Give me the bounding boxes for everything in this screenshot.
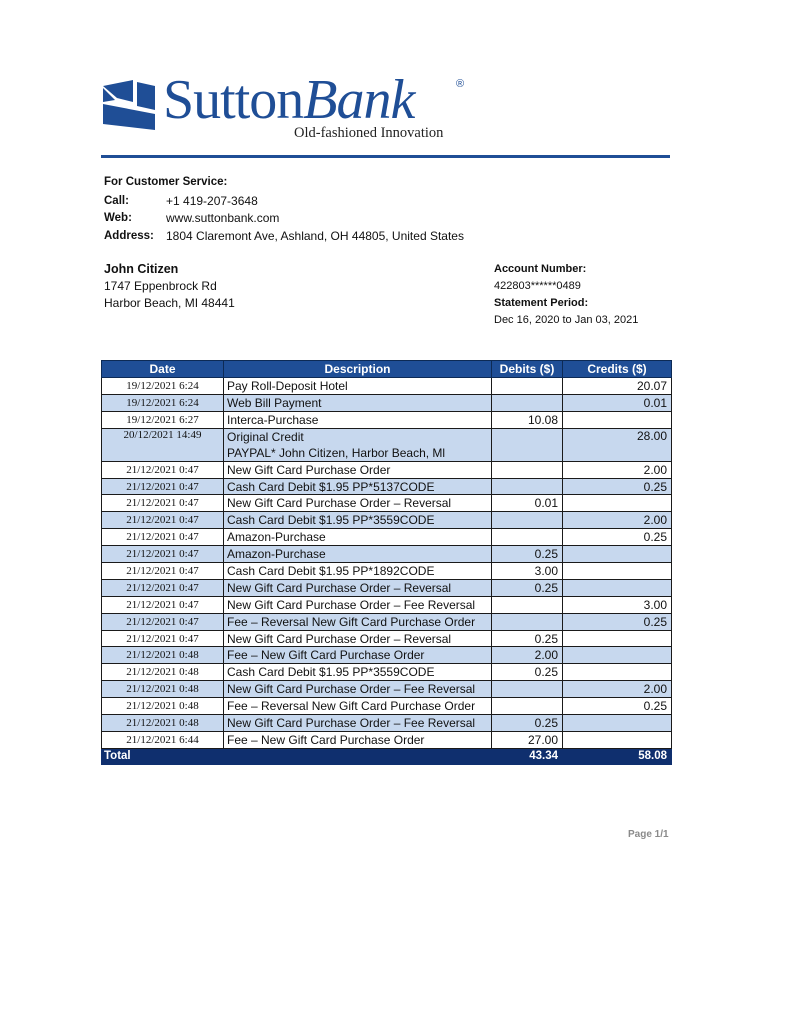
row-credit: 20.07 [563, 378, 672, 395]
table-row [102, 529, 672, 546]
sutton-bank-logo-mark-icon [103, 80, 155, 130]
row-date: 21/12/2021 0:48 [102, 698, 224, 715]
customer-street: 1747 Eppenbrock Rd [104, 279, 217, 293]
statement-period-label: Statement Period: [494, 297, 589, 309]
row-credit [563, 495, 672, 512]
row-date: 21/12/2021 0:47 [102, 613, 224, 630]
statement-period: Dec 16, 2020 to Jan 03, 2021 [494, 314, 639, 326]
customer-city: Harbor Beach, MI 48441 [104, 296, 235, 310]
row-description [224, 378, 492, 395]
row-description-line: New Gift Card Purchase Order – Fee Reversal [227, 597, 476, 612]
header-divider [101, 155, 670, 158]
table-row [102, 731, 672, 748]
table-row [102, 563, 672, 580]
row-credit: 2.00 [563, 512, 672, 529]
row-date: 21/12/2021 0:47 [102, 596, 224, 613]
row-credit [563, 664, 672, 681]
bank-name: SuttonBank [163, 69, 415, 131]
transactions-table-wrapper [101, 360, 671, 765]
row-date: 21/12/2021 0:47 [102, 461, 224, 478]
header-description: Description [224, 361, 492, 378]
row-date: 21/12/2021 0:48 [102, 647, 224, 664]
row-description [224, 715, 492, 732]
row-date: 21/12/2021 0:48 [102, 681, 224, 698]
row-date: 21/12/2021 0:47 [102, 630, 224, 647]
bank-tagline: Old-fashioned Innovation [294, 125, 444, 141]
row-description [224, 461, 492, 478]
row-description [224, 428, 492, 461]
row-description-line: Pay Roll-Deposit Hotel [227, 378, 348, 393]
row-date: 19/12/2021 6:24 [102, 394, 224, 411]
row-description [224, 596, 492, 613]
row-description-line: New Gift Card Purchase Order – Reversal [227, 496, 452, 511]
row-credit: 0.25 [563, 698, 672, 715]
row-debit [492, 529, 563, 546]
row-date: 21/12/2021 0:47 [102, 512, 224, 529]
row-debit: 0.25 [492, 579, 563, 596]
row-debit: 2.00 [492, 647, 563, 664]
table-row [102, 394, 672, 411]
row-credit [563, 546, 672, 563]
row-description-line: New Gift Card Purchase Order – Fee Reversal [227, 715, 476, 730]
web-label: Web: [104, 212, 132, 225]
row-credit: 28.00 [563, 428, 672, 461]
account-number: 422803******0489 [494, 280, 581, 292]
table-row [102, 428, 672, 461]
row-description-line: Fee – New Gift Card Purchase Order [227, 732, 425, 747]
transactions-table [101, 360, 672, 765]
row-description [224, 394, 492, 411]
row-debit [492, 596, 563, 613]
row-date: 19/12/2021 6:24 [102, 378, 224, 395]
table-row [102, 411, 672, 428]
total-row [102, 748, 672, 764]
row-credit: 0.25 [563, 478, 672, 495]
row-credit: 0.25 [563, 529, 672, 546]
row-description-line: Cash Card Debit $1.95 PP*3559CODE [227, 665, 435, 680]
table-row [102, 681, 672, 698]
row-description [224, 647, 492, 664]
account-info-block [494, 261, 638, 329]
row-debit: 27.00 [492, 731, 563, 748]
row-debit [492, 394, 563, 411]
row-description [224, 630, 492, 647]
row-date: 21/12/2021 0:47 [102, 546, 224, 563]
row-description-line: Fee – New Gift Card Purchase Order [227, 648, 425, 663]
row-date: 19/12/2021 6:27 [102, 411, 224, 428]
row-description-line: New Gift Card Purchase Order – Reversal [227, 631, 452, 646]
row-debit [492, 698, 563, 715]
row-description [224, 563, 492, 580]
row-date: 21/12/2021 0:47 [102, 563, 224, 580]
table-row [102, 596, 672, 613]
table-row [102, 461, 672, 478]
row-description [224, 664, 492, 681]
row-credit: 3.00 [563, 596, 672, 613]
row-date: 21/12/2021 0:47 [102, 495, 224, 512]
row-credit [563, 579, 672, 596]
bank-logo [103, 69, 483, 144]
row-date: 21/12/2021 0:47 [102, 478, 224, 495]
total-credits: 58.08 [563, 748, 672, 764]
row-debit [492, 478, 563, 495]
table-row [102, 478, 672, 495]
table-row [102, 512, 672, 529]
row-description [224, 495, 492, 512]
call-row [104, 192, 464, 210]
row-description-line: Fee – Reversal New Gift Card Purchase Order [227, 699, 476, 714]
row-debit [492, 512, 563, 529]
row-credit [563, 563, 672, 580]
customer-service-block [104, 176, 464, 245]
transactions-body [102, 378, 672, 749]
row-debit: 0.25 [492, 630, 563, 647]
table-row [102, 378, 672, 395]
row-credit: 2.00 [563, 461, 672, 478]
row-description [224, 698, 492, 715]
row-debit [492, 428, 563, 461]
table-row [102, 664, 672, 681]
row-description-line: Interca-Purchase [227, 412, 319, 427]
web-row [104, 210, 464, 228]
table-row [102, 613, 672, 630]
row-description-line: New Gift Card Purchase Order – Reversal [227, 580, 452, 595]
row-date: 21/12/2021 0:48 [102, 664, 224, 681]
row-debit: 0.25 [492, 546, 563, 563]
address-label: Address: [104, 229, 154, 242]
row-description [224, 529, 492, 546]
table-row [102, 715, 672, 732]
total-label: Total [102, 748, 492, 764]
row-description-line: New Gift Card Purchase Order [227, 462, 391, 477]
web-value: www.suttonbank.com [166, 211, 280, 226]
address-row [104, 227, 464, 245]
row-date: 20/12/2021 14:49 [102, 428, 224, 461]
account-number-label: Account Number: [494, 263, 587, 275]
row-debit [492, 613, 563, 630]
row-description-line: Fee – Reversal New Gift Card Purchase Order [227, 614, 476, 629]
row-debit: 0.25 [492, 715, 563, 732]
call-value: +1 419-207-3648 [166, 193, 258, 208]
row-debit: 3.00 [492, 563, 563, 580]
row-credit [563, 411, 672, 428]
row-description-line: Web Bill Payment [227, 395, 322, 410]
total-debits: 43.34 [492, 748, 563, 764]
row-date: 21/12/2021 6:44 [102, 731, 224, 748]
row-credit [563, 647, 672, 664]
row-date: 21/12/2021 0:47 [102, 579, 224, 596]
row-description [224, 411, 492, 428]
row-date: 21/12/2021 0:47 [102, 529, 224, 546]
row-description [224, 731, 492, 748]
row-description [224, 613, 492, 630]
row-debit: 10.08 [492, 411, 563, 428]
table-row [102, 579, 672, 596]
row-credit: 0.25 [563, 613, 672, 630]
table-header-row [102, 361, 672, 378]
customer-service-heading: For Customer Service: [104, 176, 228, 188]
row-description-line: Original Credit [227, 429, 304, 444]
row-debit [492, 461, 563, 478]
row-credit [563, 630, 672, 647]
header-debits: Debits ($) [492, 361, 563, 378]
row-description-line: Amazon-Purchase [227, 547, 326, 562]
row-description-line: Cash Card Debit $1.95 PP*1892CODE [227, 563, 435, 578]
row-description-line: New Gift Card Purchase Order – Fee Reversal [227, 682, 476, 697]
row-debit [492, 681, 563, 698]
customer-address-block [104, 261, 235, 312]
table-row [102, 495, 672, 512]
row-debit [492, 378, 563, 395]
address-value: 1804 Claremont Ave, Ashland, OH 44805, United States [166, 228, 464, 243]
row-date: 21/12/2021 0:48 [102, 715, 224, 732]
header-date: Date [102, 361, 224, 378]
page-number: Page 1/1 [628, 829, 669, 840]
row-debit: 0.25 [492, 664, 563, 681]
table-row [102, 647, 672, 664]
row-description-line: Cash Card Debit $1.95 PP*5137CODE [227, 479, 435, 494]
row-description [224, 478, 492, 495]
table-row [102, 630, 672, 647]
row-credit: 2.00 [563, 681, 672, 698]
registered-mark: ® [456, 78, 465, 90]
row-description [224, 579, 492, 596]
row-description-line: Cash Card Debit $1.95 PP*3559CODE [227, 513, 435, 528]
header-credits: Credits ($) [563, 361, 672, 378]
row-description [224, 546, 492, 563]
row-description-line: Amazon-Purchase [227, 530, 326, 545]
row-description-line-2: PAYPAL* John Citizen, Harbor Beach, Ml [227, 445, 446, 460]
call-label: Call: [104, 194, 129, 207]
row-credit: 0.01 [563, 394, 672, 411]
table-row [102, 546, 672, 563]
row-description [224, 681, 492, 698]
customer-name: John Citizen [104, 262, 179, 276]
row-description [224, 512, 492, 529]
row-debit: 0.01 [492, 495, 563, 512]
row-credit [563, 715, 672, 732]
row-credit [563, 731, 672, 748]
table-row [102, 698, 672, 715]
